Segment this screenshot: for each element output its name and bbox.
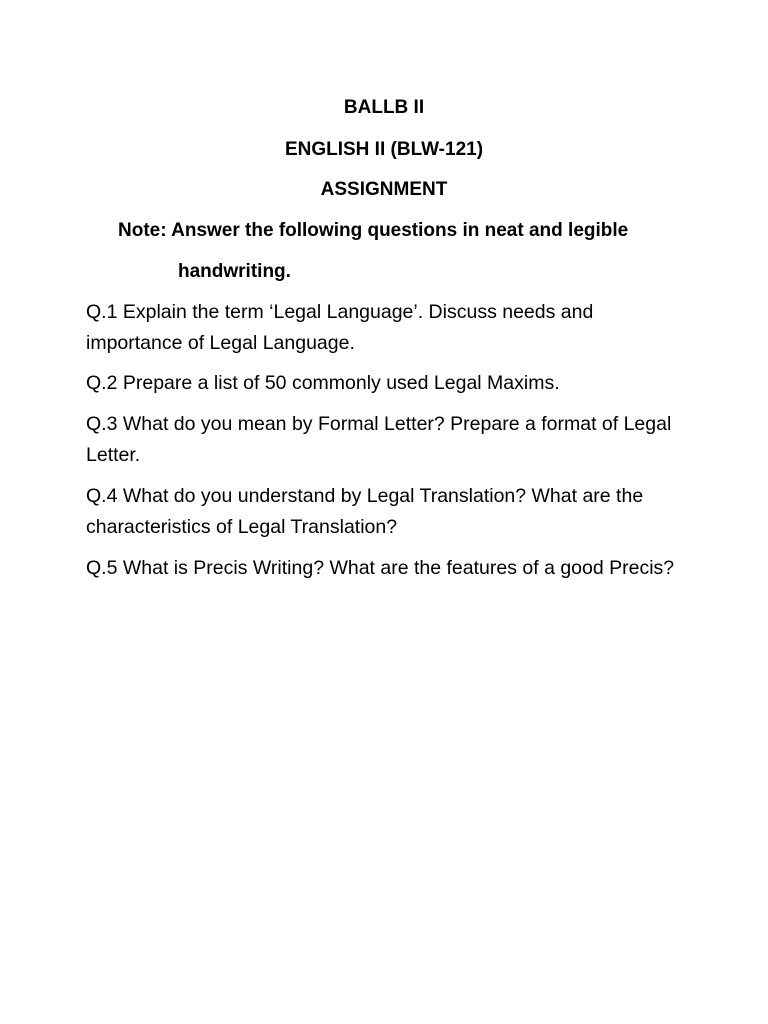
question-2: Q.2 Prepare a list of 50 commonly used Legal Maxims. <box>86 372 560 394</box>
note-line-1: Note: Answer the following questions in neat and legible <box>118 220 629 241</box>
question-3: Q.3 What do you mean by Formal Letter? Prepare a format of Legal Letter. <box>86 413 672 466</box>
subject-title: ENGLISH II (BLW-121) <box>284 139 484 160</box>
question-1: Q.1 Explain the term ‘Legal Language’. Discuss needs and importance of Legal Language. <box>86 301 594 354</box>
question-4: Q.4 What do you understand by Legal Translation? What are the characteristics of Legal Translation? <box>86 485 644 538</box>
assignment-heading: ASSIGNMENT <box>320 179 448 200</box>
course-code: BALLB II <box>343 97 425 118</box>
note-line-2: handwriting. <box>178 261 291 282</box>
question-5: Q.5 What is Precis Writing? What are the features of a good Precis? <box>86 557 675 579</box>
